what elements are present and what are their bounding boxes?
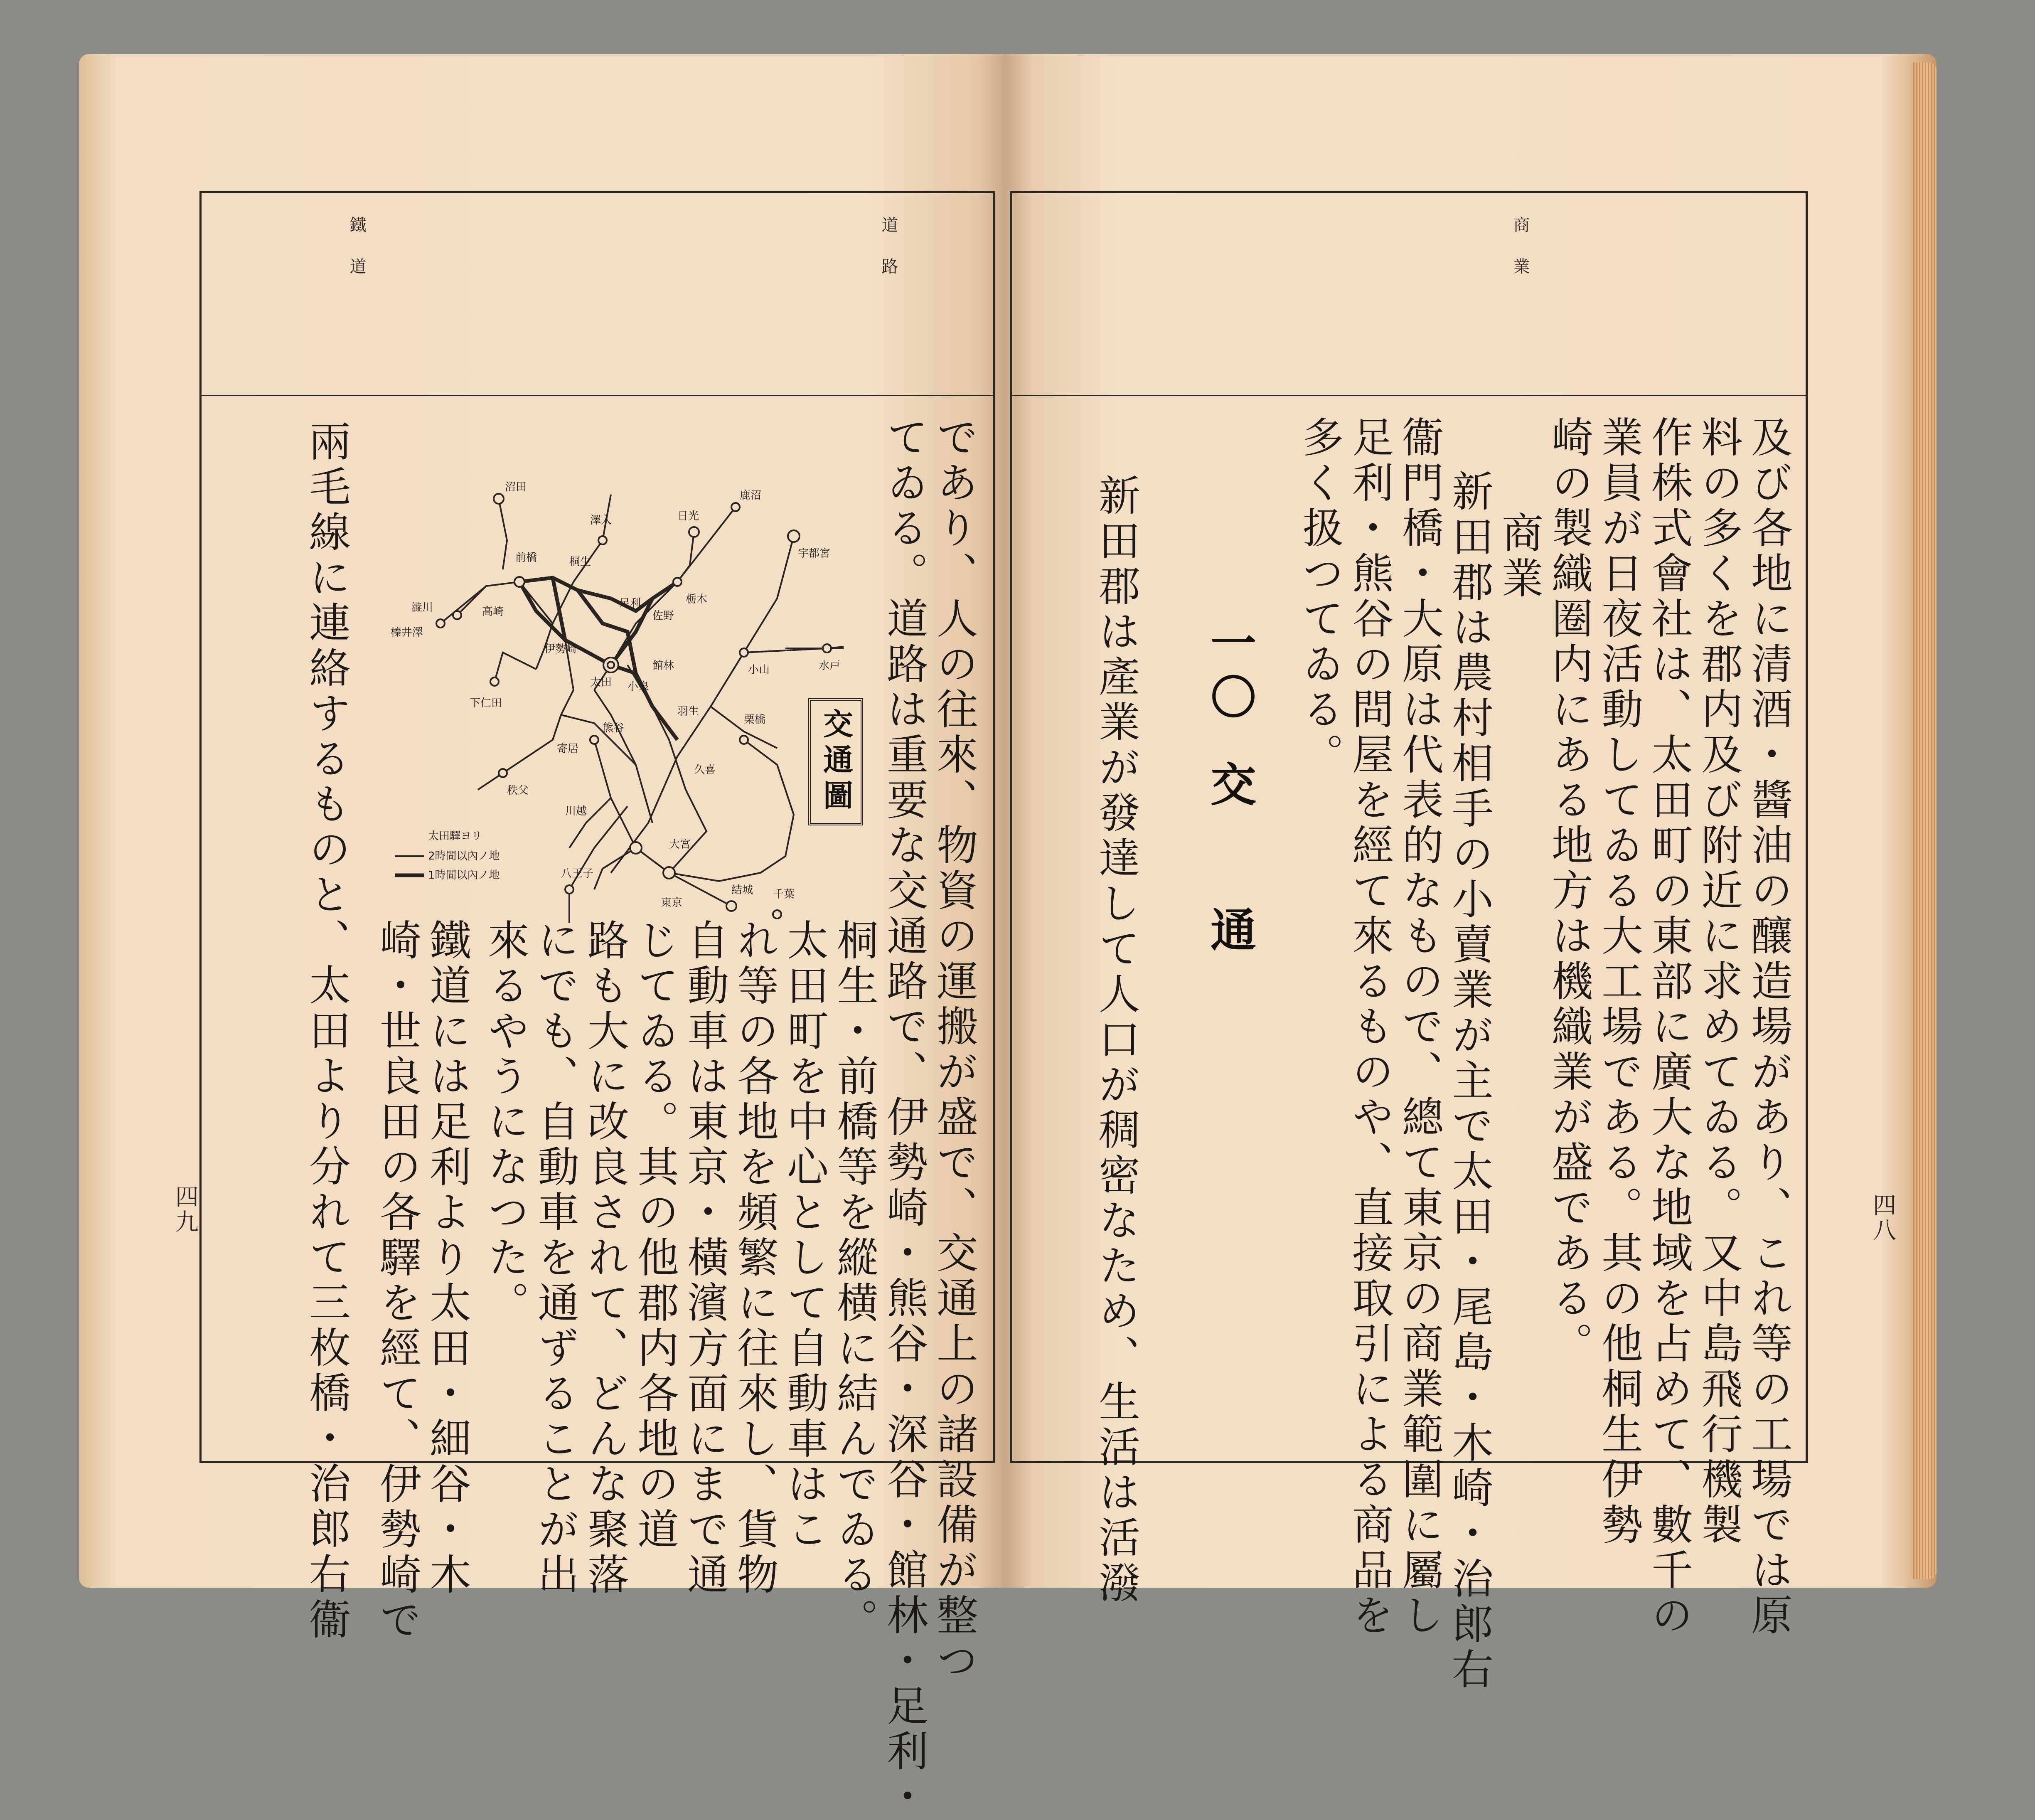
map-node [630, 842, 642, 854]
map-label: 小泉 [627, 680, 650, 693]
map-label: 大宮 [669, 838, 691, 851]
page-number-left: 四九 [172, 1185, 199, 1234]
text-column: 兩毛線に連絡するものと、太田より分れて三枚橋・治郎右衞 [302, 420, 351, 1643]
map-node [608, 662, 614, 668]
map-node [731, 503, 740, 511]
page-number-right: 四八 [1869, 1193, 1896, 1243]
map-legend-2h: 2時間以內ノ地 [428, 850, 500, 862]
text-column: 作株式會社は、太田町の東部に廣大な地域を占めて、數千の [1644, 416, 1693, 1639]
map-label: 羽生 [677, 705, 699, 718]
map-line [495, 653, 536, 682]
map-node [823, 644, 831, 653]
text-column: 崎の製織圈内にある地方は機織業が盛である。 [1545, 416, 1593, 1367]
map-line [594, 848, 636, 889]
transport-map [378, 474, 854, 923]
map-title: 交通圖 [808, 698, 863, 825]
section-title: 交通 [1203, 761, 1257, 1052]
map-node [565, 885, 573, 894]
left-page [79, 54, 1006, 1820]
map-label: 寄居 [557, 743, 579, 755]
map-label: 川越 [565, 805, 587, 818]
right-page [1006, 54, 1937, 1693]
map-node [499, 769, 507, 777]
map-label: 久喜 [694, 763, 716, 776]
map-line [594, 690, 652, 823]
map-label: 秩父 [507, 784, 529, 797]
map-line [440, 586, 486, 623]
map-node [740, 648, 748, 657]
map-label: 館林 [652, 660, 674, 672]
text-column: 多く扱つてゐる。 [1295, 416, 1344, 778]
left-header-divider [199, 395, 993, 396]
map-node [514, 577, 524, 587]
text-column: 及び各地に清酒・醬油の釀造場があり、これ等の工場では原 [1744, 416, 1793, 1639]
text-column: れ等の各地を頻繁に往來し、貨物 [730, 919, 779, 1598]
map-node [726, 901, 736, 911]
text-column: 桐生・前橋等を縱横に結んでゐる。 [830, 919, 878, 1643]
text-column: 業員が日夜活動してゐる大工場である。其の他桐生伊勢 [1595, 416, 1643, 1548]
map-line-thick [553, 578, 636, 673]
map-label: 栃木 [686, 593, 708, 606]
map-label: 榛井澤 [391, 626, 423, 639]
text-column: 衞門橋・大原は代表的なもので、總て東京の商業範圍に屬し [1395, 416, 1444, 1639]
text-column: 崎・世良田の各驛を經て、伊勢崎で [373, 919, 421, 1643]
map-node [673, 578, 682, 586]
map-label: 千葉 [773, 888, 795, 901]
section-heading-commerce: 商業 [1495, 511, 1543, 602]
map-node [490, 677, 499, 686]
text-column: 新田郡は產業が發達して人口が稠密なため、生活は活潑 [1092, 474, 1140, 1606]
map-line [677, 532, 694, 582]
map-graphic [378, 474, 844, 923]
map-line [499, 499, 507, 569]
map-node [598, 536, 607, 544]
map-label: 下仁田 [470, 697, 502, 709]
map-line [457, 582, 553, 623]
text-column: にでも、自動車を通ずることが出 [531, 919, 579, 1598]
map-label: 前橋 [515, 552, 537, 564]
map-label: 熊谷 [603, 722, 625, 734]
text-column: 來るやうになつた。 [481, 919, 529, 1326]
map-node [689, 527, 699, 537]
text-column: てゐる。道路は重要な交通路で、伊勢崎・熊谷・深谷・館林・足利・ [880, 416, 928, 1820]
section-number: 一〇 [1203, 619, 1257, 727]
text-column: 鐵道には足利より太田・細谷・木 [423, 919, 471, 1598]
text-column: 新田郡は農村相手の小賣業が主で太田・尾島・木崎・治郎右 [1445, 470, 1494, 1693]
map-legend-1h: 1時間以內ノ地 [428, 869, 500, 882]
map-line [569, 806, 627, 923]
map-node [436, 619, 445, 628]
map-label: 佐野 [652, 610, 674, 622]
map-label: 栗橋 [744, 714, 766, 726]
open-book [62, 54, 1957, 1820]
map-line [669, 740, 794, 881]
header-road: 道路 [879, 216, 898, 299]
map-label: 足利 [619, 597, 641, 610]
right-header-divider [1010, 395, 1806, 396]
map-node [788, 530, 800, 542]
text-column: 料の多くを郡内及び附近に求めてゐる。又中島飛行機製 [1694, 416, 1743, 1548]
text-column: じてゐる。其の他郡内各地の道 [630, 919, 679, 1553]
text-column: 足利・熊谷の問屋を經て來るものや、直接取引による商品を [1345, 416, 1394, 1639]
text-column: 路も大に改良されて、どんな聚落 [581, 919, 629, 1598]
header-railway: 鐵道 [347, 216, 366, 299]
map-label: 小山 [748, 664, 770, 676]
map-legend-title: 太田驛ヨリ [428, 830, 482, 842]
map-label: 水戸 [819, 660, 841, 672]
map-label: 鹿沼 [740, 489, 762, 502]
map-label: 伊勢崎 [544, 643, 577, 655]
text-column: であり、人の往來、物資の運搬が盛で、交通上の諸設備が整つ [930, 416, 978, 1684]
map-label: 八王子 [561, 867, 594, 880]
map-label: 澤入 [590, 514, 612, 527]
map-node [494, 494, 504, 504]
text-column: 自動車は東京・橫濱方面にまで通 [680, 919, 729, 1598]
map-node [740, 736, 748, 744]
map-node [663, 867, 675, 879]
map-label: 太田 [590, 676, 612, 689]
map-label: 日光 [677, 510, 699, 522]
map-node [590, 736, 598, 744]
map-label: 宇都宮 [798, 547, 831, 560]
map-label: 東京 [661, 896, 683, 909]
map-label: 高崎 [482, 606, 504, 618]
text-column: 太田町を中心として自動車はこ [780, 919, 829, 1553]
page-edge [1912, 62, 1937, 1579]
map-node [453, 611, 461, 619]
map-label: 桐生 [569, 556, 591, 568]
map-label: 結城 [731, 884, 753, 896]
map-node [773, 910, 781, 919]
map-label: 沼田 [505, 481, 527, 493]
map-label: 澁川 [411, 601, 433, 614]
header-commerce: 商業 [1511, 216, 1530, 299]
